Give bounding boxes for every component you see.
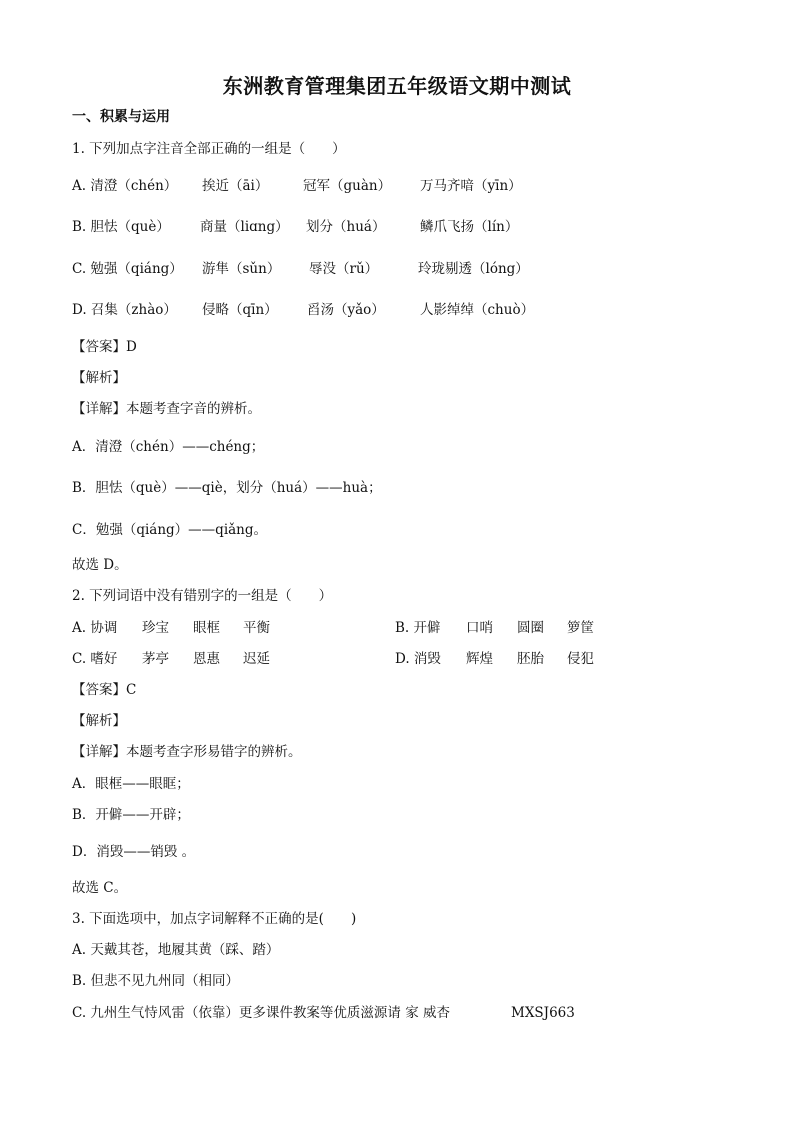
option-word: 鳞爪飞扬（lín） [420, 219, 519, 235]
option-word: 口哨 [466, 620, 493, 636]
option-word: 划分（huá） [306, 219, 386, 235]
option-word: D. 召集（zhào） [72, 302, 177, 318]
analysis-label: 【解析】 [72, 713, 126, 729]
explain-line: A．清澄（chén）——chéng； [72, 439, 265, 455]
question-2-stem: 2. 下列词语中没有错别字的一组是（ ） [72, 588, 333, 604]
option-word: 侵略（qīn） [202, 302, 278, 318]
document-code: MXSJ663 [511, 1005, 575, 1021]
option-word: 辉煌 [466, 651, 493, 667]
explain-line: A．眼框——眼眶； [72, 776, 190, 792]
option-word: 冠军（guàn） [303, 178, 392, 194]
detail-text: 【详解】本题考查字形易错字的辨析。 [72, 744, 302, 760]
option-word: 玲珑剔透（lóng） [418, 261, 529, 277]
answer-label: 【答案】D [72, 339, 137, 355]
option-word: C. 嗜好 [72, 651, 118, 667]
option-word: 商量（liɑng） [200, 219, 289, 235]
option-word: A. 清澄（chén） [72, 178, 178, 194]
option-word: 平衡 [243, 620, 270, 636]
conclusion-text: 故选 C。 [72, 880, 128, 896]
answer-label: 【答案】C [72, 682, 137, 698]
option-word: 迟延 [243, 651, 270, 667]
option-word: B. 胆怯（què） [72, 219, 170, 235]
question-3-option-b: B. 但悲不见九州同（相同） [72, 973, 240, 989]
explain-line: B．胆怯（què）——qiè，划分（huá）——huà； [72, 480, 382, 496]
option-word: B. 开僻 [395, 620, 441, 636]
option-word: C. 勉强（qiáng） [72, 261, 183, 277]
explain-line: B．开僻——开辟； [72, 807, 190, 823]
question-3-stem: 3. 下面选项中，加点字词解释不正确的是( ) [72, 911, 357, 927]
option-word: 挨近（āi） [202, 178, 269, 194]
option-word: 游隼（sǔn） [202, 261, 281, 277]
analysis-label: 【解析】 [72, 370, 126, 386]
option-word: 茅亭 [142, 651, 169, 667]
option-word: 圆圈 [517, 620, 544, 636]
conclusion-text: 故选 D。 [72, 557, 128, 573]
option-word: 舀汤（yǎo） [307, 302, 385, 318]
option-word: 万马齐喑（yīn） [420, 178, 522, 194]
option-word: 箩筐 [567, 620, 594, 636]
option-word: 恩惠 [193, 651, 220, 667]
option-word: 胚胎 [517, 651, 544, 667]
option-word: 珍宝 [142, 620, 169, 636]
question-3-option-a: A. 天戴其苍，地履其黄（踩、踏） [72, 942, 280, 958]
detail-text: 【详解】本题考查字音的辨析。 [72, 401, 261, 417]
explain-line: D．消毁——销毁 。 [72, 844, 196, 860]
option-word: D. 消毁 [395, 651, 441, 667]
option-word: 辱没（rǔ） [309, 261, 379, 277]
option-word: 侵犯 [567, 651, 594, 667]
section-heading: 一、积累与运用 [72, 109, 170, 125]
option-word: 人影绰绰（chuò） [420, 302, 535, 318]
question-1-stem: 1. 下列加点字注音全部正确的一组是（ ） [72, 141, 346, 157]
option-word: A. 协调 [72, 620, 118, 636]
explain-line: C．勉强（qiáng）——qiǎng。 [72, 522, 268, 538]
question-3-option-c: C. 九州生气恃风雷（依靠）更多课件教案等优质滋源请 家 威杏 [72, 1005, 451, 1021]
page-title: 东洲教育管理集团五年级语文期中测试 [222, 74, 572, 98]
option-word: 眼框 [193, 620, 220, 636]
